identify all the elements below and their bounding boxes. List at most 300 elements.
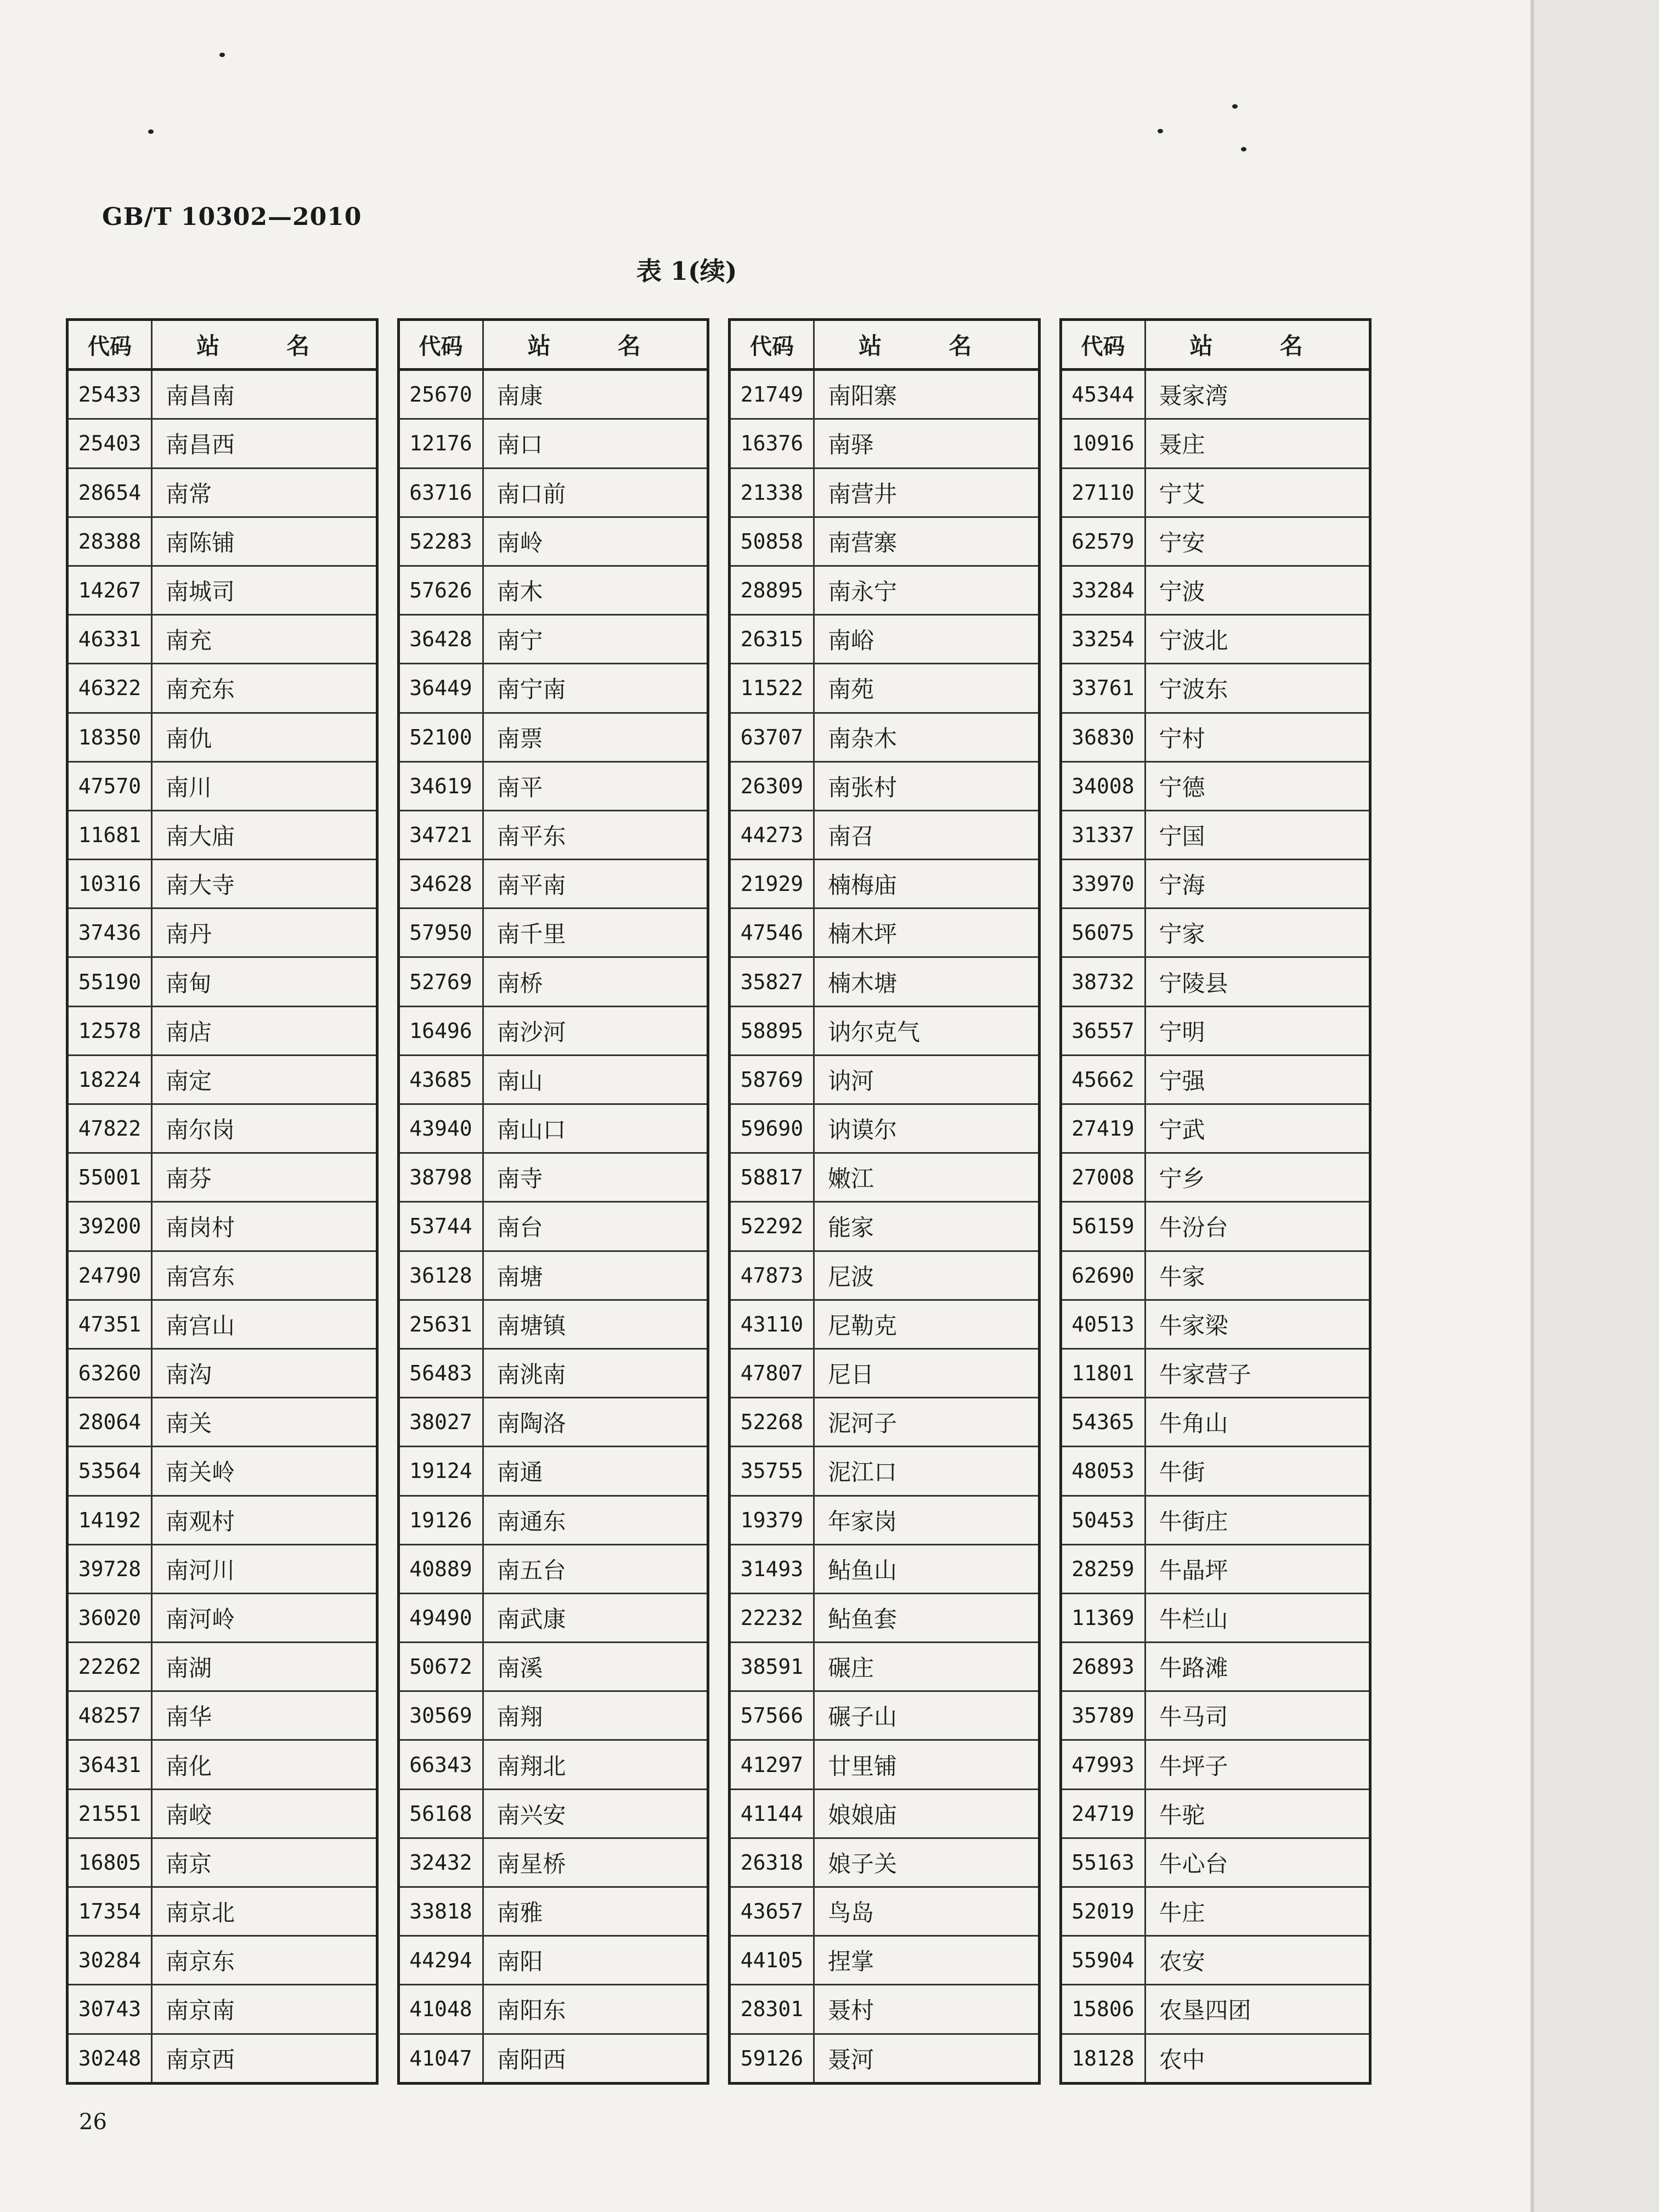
station-name: 南杂木 bbox=[828, 725, 898, 752]
table-row bbox=[400, 1790, 707, 1839]
station-code: 30248 bbox=[69, 2035, 153, 2082]
station-code: 38027 bbox=[400, 1398, 484, 1446]
table-row bbox=[1062, 1105, 1369, 1154]
station-name: 鲇鱼套 bbox=[828, 1605, 898, 1633]
station-code: 35789 bbox=[1062, 1692, 1146, 1739]
table-row bbox=[400, 1252, 707, 1301]
station-code: 31493 bbox=[731, 1545, 815, 1593]
station-code: 50672 bbox=[400, 1643, 484, 1690]
station-name: 宁波北 bbox=[1159, 627, 1228, 654]
station-name: 南京北 bbox=[166, 1899, 235, 1927]
station-name: 宁波东 bbox=[1159, 676, 1228, 703]
code-column-header: 代码 bbox=[1062, 321, 1146, 368]
table-row bbox=[731, 1154, 1038, 1203]
station-code: 50858 bbox=[731, 518, 815, 565]
station-code: 33284 bbox=[1062, 567, 1146, 614]
station-name: 南口 bbox=[496, 431, 543, 459]
station-name: 南京西 bbox=[166, 2046, 235, 2073]
station-name: 南峪 bbox=[828, 627, 874, 654]
table-row bbox=[69, 664, 376, 713]
station-name: 讷河 bbox=[828, 1067, 874, 1094]
table-row bbox=[400, 1594, 707, 1643]
station-code: 11522 bbox=[731, 664, 815, 712]
table-row bbox=[69, 1252, 376, 1301]
station-name: 嫩江 bbox=[828, 1165, 874, 1193]
table-row bbox=[1062, 1985, 1369, 2034]
station-table-2 bbox=[397, 318, 710, 2085]
station-name: 南翔北 bbox=[496, 1752, 566, 1780]
station-name: 南张村 bbox=[828, 774, 898, 801]
table-row bbox=[1062, 1741, 1369, 1790]
table-row bbox=[69, 1741, 376, 1790]
station-name: 宁乡 bbox=[1159, 1165, 1205, 1193]
station-code: 63707 bbox=[731, 714, 815, 761]
station-name: 农安 bbox=[1159, 1948, 1205, 1976]
station-code: 47570 bbox=[69, 763, 153, 810]
station-code: 28654 bbox=[69, 469, 153, 516]
station-code: 36557 bbox=[1062, 1007, 1146, 1054]
code-column-header: 代码 bbox=[69, 321, 153, 368]
station-code: 36449 bbox=[400, 664, 484, 712]
table-row bbox=[400, 1937, 707, 1985]
station-name: 南苑 bbox=[828, 676, 874, 703]
station-code: 52019 bbox=[1062, 1888, 1146, 1935]
table-row bbox=[400, 1398, 707, 1447]
station-name: 牛家 bbox=[1159, 1263, 1205, 1290]
station-code: 47822 bbox=[69, 1105, 153, 1152]
station-code: 33761 bbox=[1062, 664, 1146, 712]
station-name: 南大庙 bbox=[166, 822, 235, 850]
station-code: 17354 bbox=[69, 1888, 153, 1935]
table-row bbox=[69, 371, 376, 420]
table-row bbox=[69, 1839, 376, 1888]
station-name: 牛驼 bbox=[1159, 1801, 1205, 1829]
table-row bbox=[400, 664, 707, 713]
station-code: 48053 bbox=[1062, 1447, 1146, 1494]
table-row bbox=[400, 1056, 707, 1105]
station-code: 19126 bbox=[400, 1497, 484, 1544]
table-row bbox=[1062, 1056, 1369, 1105]
table-row bbox=[1062, 1497, 1369, 1545]
station-name: 宁安 bbox=[1159, 529, 1205, 556]
table-row bbox=[400, 1839, 707, 1888]
station-code: 18224 bbox=[69, 1056, 153, 1103]
table-row bbox=[400, 1007, 707, 1056]
table-row bbox=[731, 763, 1038, 811]
station-table-1 bbox=[66, 318, 379, 2085]
station-name: 牛角山 bbox=[1159, 1410, 1228, 1437]
table-row bbox=[69, 1447, 376, 1496]
station-code: 56075 bbox=[1062, 909, 1146, 956]
table-row bbox=[731, 958, 1038, 1007]
station-code: 14267 bbox=[69, 567, 153, 614]
table-row bbox=[731, 1007, 1038, 1056]
station-code: 59126 bbox=[731, 2035, 815, 2082]
table-row bbox=[1062, 518, 1369, 567]
station-code: 12176 bbox=[400, 420, 484, 467]
station-name: 南关 bbox=[166, 1410, 212, 1437]
table-row bbox=[1062, 1692, 1369, 1741]
station-name: 碾庄 bbox=[828, 1655, 874, 1682]
station-name: 南京 bbox=[166, 1850, 212, 1877]
table-row bbox=[731, 1985, 1038, 2034]
station-name: 牛家梁 bbox=[1159, 1312, 1228, 1339]
station-name: 宁海 bbox=[1159, 872, 1205, 899]
station-name: 南兴安 bbox=[496, 1801, 566, 1829]
station-table-3 bbox=[728, 318, 1041, 2085]
station-name: 南山口 bbox=[496, 1116, 566, 1144]
station-code: 57566 bbox=[731, 1692, 815, 1739]
table-row bbox=[400, 860, 707, 909]
code-column-header: 代码 bbox=[731, 321, 815, 368]
table-header-row bbox=[1062, 321, 1369, 371]
table-row bbox=[731, 1741, 1038, 1790]
station-name: 聂村 bbox=[828, 1997, 874, 2024]
station-code: 34619 bbox=[400, 763, 484, 810]
station-code: 52769 bbox=[400, 958, 484, 1005]
station-name: 宁陵县 bbox=[1159, 969, 1228, 997]
table-row bbox=[731, 1594, 1038, 1643]
table-row bbox=[731, 1056, 1038, 1105]
table-row bbox=[1062, 714, 1369, 763]
station-code: 11681 bbox=[69, 811, 153, 859]
station-name: 尼日 bbox=[828, 1361, 874, 1389]
station-name: 南翔 bbox=[496, 1703, 543, 1731]
station-name: 南塘镇 bbox=[496, 1312, 566, 1339]
station-name: 捏掌 bbox=[828, 1948, 874, 1976]
table-row bbox=[69, 420, 376, 469]
station-code: 38798 bbox=[400, 1154, 484, 1201]
station-name: 南台 bbox=[496, 1214, 543, 1242]
station-code: 22232 bbox=[731, 1594, 815, 1641]
table-row bbox=[1062, 616, 1369, 664]
table-row bbox=[1062, 469, 1369, 518]
station-code: 41047 bbox=[400, 2035, 484, 2082]
station-name: 南塘 bbox=[496, 1263, 543, 1290]
station-name-column-header: 站 名 bbox=[196, 332, 332, 360]
table-row bbox=[69, 2035, 376, 2082]
station-name: 碾子山 bbox=[828, 1703, 898, 1731]
table-row bbox=[400, 763, 707, 811]
table-row bbox=[731, 1203, 1038, 1251]
station-code: 47807 bbox=[731, 1350, 815, 1397]
table-row bbox=[731, 714, 1038, 763]
station-code: 21749 bbox=[731, 371, 815, 418]
table-row bbox=[731, 811, 1038, 860]
table-row bbox=[1062, 1007, 1369, 1056]
station-name: 年家岗 bbox=[828, 1508, 898, 1535]
station-code: 28064 bbox=[69, 1398, 153, 1446]
station-code: 10316 bbox=[69, 860, 153, 907]
station-name: 娘娘庙 bbox=[828, 1801, 898, 1829]
table-row bbox=[69, 1985, 376, 2034]
station-name: 南尔岗 bbox=[166, 1116, 235, 1144]
station-name: 南千里 bbox=[496, 921, 566, 948]
station-code: 57950 bbox=[400, 909, 484, 956]
station-code: 57626 bbox=[400, 567, 484, 614]
code-column-header: 代码 bbox=[400, 321, 484, 368]
station-code: 47993 bbox=[1062, 1741, 1146, 1788]
table-row bbox=[400, 958, 707, 1007]
table-row bbox=[400, 420, 707, 469]
station-code: 21929 bbox=[731, 860, 815, 907]
table-row bbox=[69, 909, 376, 958]
table-row bbox=[731, 1105, 1038, 1154]
station-code: 33970 bbox=[1062, 860, 1146, 907]
station-name: 南驿 bbox=[828, 431, 874, 459]
station-code: 30569 bbox=[400, 1692, 484, 1739]
table-row bbox=[731, 469, 1038, 518]
station-name: 尼勒克 bbox=[828, 1312, 898, 1339]
station-name: 南平 bbox=[496, 774, 543, 801]
table-row bbox=[731, 860, 1038, 909]
station-name: 南城司 bbox=[166, 578, 235, 606]
table-row bbox=[69, 1692, 376, 1741]
station-code: 24719 bbox=[1062, 1790, 1146, 1837]
station-code: 58895 bbox=[731, 1007, 815, 1054]
station-code: 46322 bbox=[69, 664, 153, 712]
station-code: 45344 bbox=[1062, 371, 1146, 418]
table-row bbox=[400, 909, 707, 958]
station-code: 26893 bbox=[1062, 1643, 1146, 1690]
station-name: 泥河子 bbox=[828, 1410, 898, 1437]
table-row bbox=[731, 567, 1038, 616]
station-name: 聂家湾 bbox=[1159, 382, 1228, 410]
station-code: 62690 bbox=[1062, 1252, 1146, 1299]
table-row bbox=[400, 1497, 707, 1545]
station-code: 39728 bbox=[69, 1545, 153, 1593]
table-row bbox=[731, 1301, 1038, 1350]
table-row bbox=[69, 1937, 376, 1985]
station-name: 南平东 bbox=[496, 822, 566, 850]
station-name: 宁村 bbox=[1159, 725, 1205, 752]
station-code: 34721 bbox=[400, 811, 484, 859]
table-row bbox=[69, 714, 376, 763]
station-name: 南充 bbox=[166, 627, 212, 654]
station-name: 宁明 bbox=[1159, 1018, 1205, 1046]
station-name: 南京南 bbox=[166, 1997, 235, 2024]
station-code: 36428 bbox=[400, 616, 484, 663]
table-row bbox=[731, 616, 1038, 664]
station-name: 牛栏山 bbox=[1159, 1605, 1228, 1633]
table-row bbox=[69, 567, 376, 616]
station-name-column-header: 站 名 bbox=[859, 332, 994, 360]
station-code: 55001 bbox=[69, 1154, 153, 1201]
ink-speck bbox=[1241, 147, 1246, 151]
station-name: 南康 bbox=[496, 382, 543, 410]
table-row bbox=[1062, 1594, 1369, 1643]
station-name: 南定 bbox=[166, 1067, 212, 1094]
station-name: 泥江口 bbox=[828, 1459, 898, 1486]
table-row bbox=[1062, 2035, 1369, 2082]
station-name: 南营井 bbox=[828, 480, 898, 507]
station-name: 南丹 bbox=[166, 921, 212, 948]
station-code: 36431 bbox=[69, 1741, 153, 1788]
station-table-4 bbox=[1059, 318, 1372, 2085]
station-code: 49490 bbox=[400, 1594, 484, 1641]
table-row bbox=[69, 518, 376, 567]
table-row bbox=[400, 1203, 707, 1251]
station-name: 楠木塘 bbox=[828, 969, 898, 997]
station-name: 南化 bbox=[166, 1752, 212, 1780]
next-page-edge bbox=[1531, 0, 1659, 2212]
station-code: 45662 bbox=[1062, 1056, 1146, 1103]
station-name: 南宁 bbox=[496, 627, 543, 654]
station-code: 56168 bbox=[400, 1790, 484, 1837]
station-code: 43657 bbox=[731, 1888, 815, 1935]
station-code: 16805 bbox=[69, 1839, 153, 1886]
table-row bbox=[69, 763, 376, 811]
table-row bbox=[400, 518, 707, 567]
table-row bbox=[731, 1545, 1038, 1594]
station-name: 南阳 bbox=[496, 1948, 543, 1976]
table-row bbox=[1062, 1545, 1369, 1594]
station-name: 鸟岛 bbox=[828, 1899, 874, 1927]
table-row bbox=[400, 1350, 707, 1398]
table-row bbox=[731, 420, 1038, 469]
station-code: 52283 bbox=[400, 518, 484, 565]
table-row bbox=[1062, 1154, 1369, 1203]
table-row bbox=[400, 811, 707, 860]
station-name: 南大寺 bbox=[166, 872, 235, 899]
station-name: 南星桥 bbox=[496, 1850, 566, 1877]
station-name: 娘子关 bbox=[828, 1850, 898, 1877]
station-code: 33254 bbox=[1062, 616, 1146, 663]
station-code: 36830 bbox=[1062, 714, 1146, 761]
table-row bbox=[69, 811, 376, 860]
table-row bbox=[69, 1301, 376, 1350]
table-row bbox=[69, 1790, 376, 1839]
table-row bbox=[1062, 763, 1369, 811]
station-name: 南甸 bbox=[166, 969, 212, 997]
station-code: 25670 bbox=[400, 371, 484, 418]
station-name: 宁强 bbox=[1159, 1067, 1205, 1094]
table-row bbox=[731, 1350, 1038, 1398]
station-code: 52268 bbox=[731, 1398, 815, 1446]
station-name: 牛心台 bbox=[1159, 1850, 1228, 1877]
station-name: 南阳东 bbox=[496, 1997, 566, 2024]
station-name: 南雅 bbox=[496, 1899, 543, 1927]
station-name: 牛晶坪 bbox=[1159, 1556, 1228, 1584]
station-code: 41048 bbox=[400, 1985, 484, 2033]
table-row bbox=[400, 371, 707, 420]
table-row bbox=[400, 1985, 707, 2034]
station-name: 宁国 bbox=[1159, 822, 1205, 850]
station-name: 廿里铺 bbox=[828, 1752, 898, 1780]
ink-speck bbox=[1232, 104, 1238, 109]
table-row bbox=[731, 1447, 1038, 1496]
table-row bbox=[731, 1398, 1038, 1447]
table-row bbox=[731, 518, 1038, 567]
table-row bbox=[400, 1741, 707, 1790]
station-code: 14192 bbox=[69, 1497, 153, 1544]
station-name: 南华 bbox=[166, 1703, 212, 1731]
table-row bbox=[1062, 371, 1369, 420]
station-code: 19379 bbox=[731, 1497, 815, 1544]
station-code: 63716 bbox=[400, 469, 484, 516]
station-code: 18128 bbox=[1062, 2035, 1146, 2082]
table-row bbox=[1062, 1790, 1369, 1839]
table-row bbox=[400, 469, 707, 518]
station-code: 10916 bbox=[1062, 420, 1146, 467]
station-name: 牛汾台 bbox=[1159, 1214, 1228, 1242]
station-code: 50453 bbox=[1062, 1497, 1146, 1544]
station-name: 鲇鱼山 bbox=[828, 1556, 898, 1584]
station-name: 南峧 bbox=[166, 1801, 212, 1829]
ink-speck bbox=[1158, 129, 1163, 133]
station-name: 南昌南 bbox=[166, 382, 235, 410]
table-row bbox=[400, 1545, 707, 1594]
table-row bbox=[69, 1594, 376, 1643]
station-name-column-header: 站 名 bbox=[1189, 332, 1325, 360]
table-row bbox=[1062, 664, 1369, 713]
station-name: 牛路滩 bbox=[1159, 1655, 1228, 1682]
table-row bbox=[400, 616, 707, 664]
table-header-row bbox=[400, 321, 707, 371]
table-row bbox=[731, 1643, 1038, 1692]
station-name: 农垦四团 bbox=[1159, 1997, 1251, 2024]
station-code: 28388 bbox=[69, 518, 153, 565]
table-row bbox=[731, 1839, 1038, 1888]
station-name: 讷尔克气 bbox=[828, 1018, 921, 1046]
station-name: 宁波 bbox=[1159, 578, 1205, 606]
station-name: 南平南 bbox=[496, 872, 566, 899]
station-name: 南川 bbox=[166, 774, 212, 801]
station-code: 43110 bbox=[731, 1301, 815, 1348]
table-row bbox=[69, 616, 376, 664]
station-name: 农中 bbox=[1159, 2046, 1205, 2073]
station-code: 47873 bbox=[731, 1252, 815, 1299]
station-code: 55163 bbox=[1062, 1839, 1146, 1886]
station-name: 聂庄 bbox=[1159, 431, 1205, 459]
table-row bbox=[400, 1154, 707, 1203]
station-name: 南五台 bbox=[496, 1556, 566, 1584]
table-row bbox=[1062, 958, 1369, 1007]
station-code: 28259 bbox=[1062, 1545, 1146, 1593]
station-name: 能家 bbox=[828, 1214, 874, 1242]
station-code: 27110 bbox=[1062, 469, 1146, 516]
station-code: 62579 bbox=[1062, 518, 1146, 565]
station-code: 36020 bbox=[69, 1594, 153, 1641]
station-name: 南召 bbox=[828, 822, 874, 850]
station-name: 宁武 bbox=[1159, 1116, 1205, 1144]
station-code: 52100 bbox=[400, 714, 484, 761]
station-code: 44273 bbox=[731, 811, 815, 859]
station-code: 16496 bbox=[400, 1007, 484, 1054]
station-name: 楠梅庙 bbox=[828, 872, 898, 899]
station-name: 南通 bbox=[496, 1459, 543, 1486]
table-row bbox=[400, 1692, 707, 1741]
station-code: 22262 bbox=[69, 1643, 153, 1690]
station-code: 43940 bbox=[400, 1105, 484, 1152]
station-name: 南宁南 bbox=[496, 676, 566, 703]
station-name: 南溪 bbox=[496, 1655, 543, 1682]
station-name: 牛庄 bbox=[1159, 1899, 1205, 1927]
station-name: 牛街庄 bbox=[1159, 1508, 1228, 1535]
station-code: 26318 bbox=[731, 1839, 815, 1886]
table-row bbox=[69, 1888, 376, 1937]
station-code: 25631 bbox=[400, 1301, 484, 1348]
table-row bbox=[1062, 1937, 1369, 1985]
station-code: 38732 bbox=[1062, 958, 1146, 1005]
table-row bbox=[731, 1692, 1038, 1741]
station-name: 牛坪子 bbox=[1159, 1752, 1228, 1780]
station-name-column-header: 站 名 bbox=[527, 332, 663, 360]
table-row bbox=[731, 371, 1038, 420]
station-code: 25403 bbox=[69, 420, 153, 467]
table-row bbox=[69, 1105, 376, 1154]
station-name: 牛马司 bbox=[1159, 1703, 1228, 1731]
